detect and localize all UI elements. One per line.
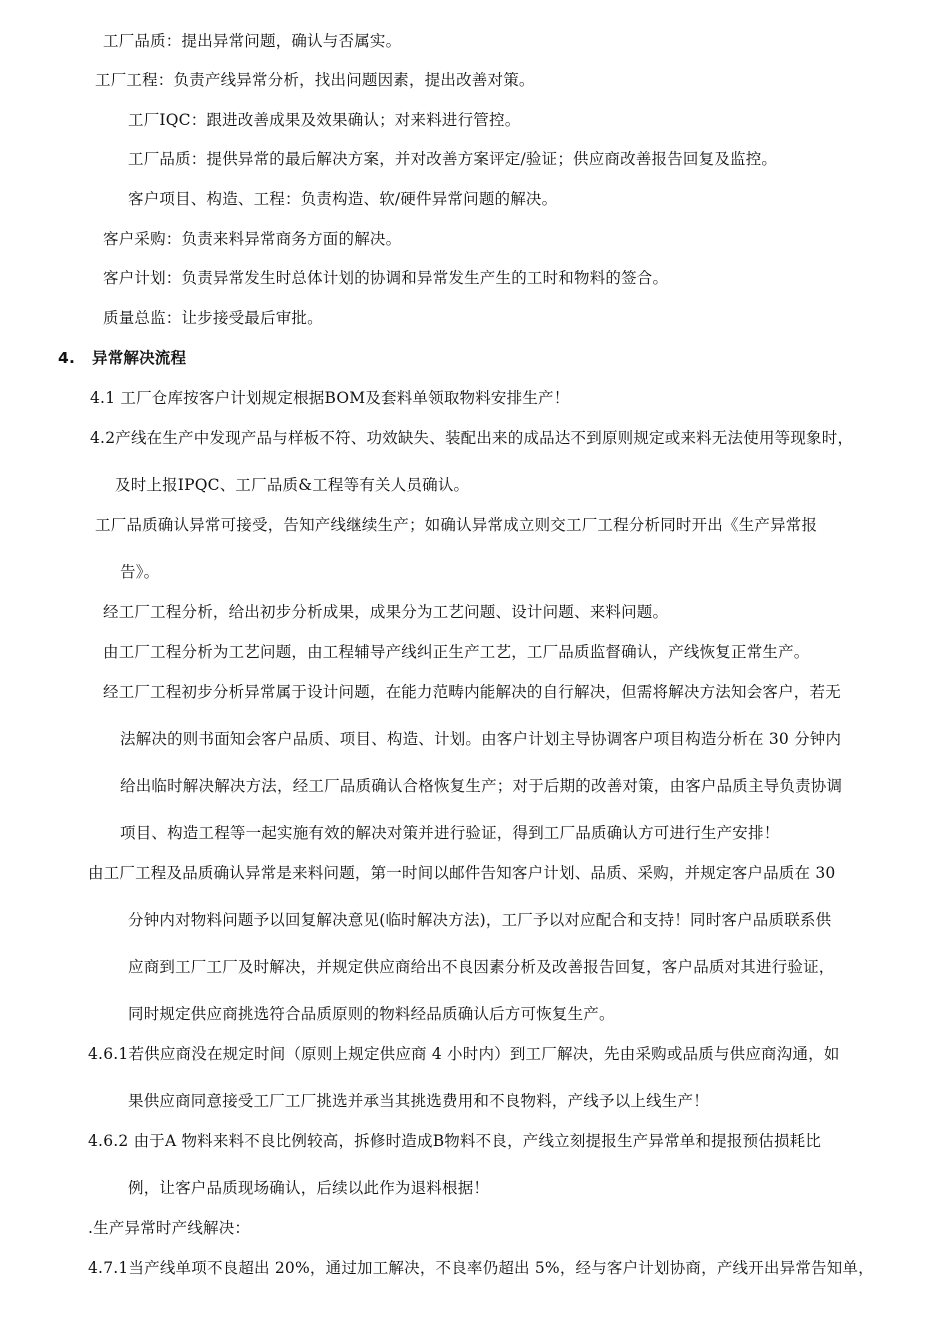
step-4-7-1: 4.7.1当产线单项不良超出 20%，通过加工解决，不良率仍超出 5%，经与客户计划协商，产线开出异常告知单， [88, 1259, 874, 1277]
role-quality-director: 质量总监：让步接受最后审批。 [103, 309, 323, 327]
step-4-6-1: 4.6.1若供应商没在规定时间（原则上规定供应商 4 小时内）到工厂解决，先由采购或品质与供应商沟通，如 [88, 1045, 840, 1063]
role-factory-iqc: 工厂IQC：跟进改善成果及效果确认；对来料进行管控。 [128, 111, 521, 129]
role-factory-quality-raise: 工厂品质：提出异常问题，确认与否属实。 [103, 32, 402, 50]
design-issue-cont-1: 法解决的则书面知会客户品质、项目、构造、计划。由客户计划主导协调客户项目构造分析在 30 分钟内 [120, 730, 842, 748]
step-4-6-1-cont: 果供应商同意接受工厂工厂挑选并承当其挑选费用和不良物料，产线予以上线生产！ [128, 1092, 709, 1110]
quality-confirm: 工厂品质确认异常可接受，告知产线继续生产；如确认异常成立则交工厂工程分析同时开出《生产异常报 [95, 516, 818, 534]
design-issue: 经工厂工程初步分析异常属于设计问题，在能力范畴内能解决的自行解决，但需将解决方法知会客户，若无 [103, 683, 841, 701]
material-issue-cont-2: 应商到工厂工厂及时解决，并规定供应商给出不良因素分析及改善报告回复，客户品质对其进行验证， [128, 958, 835, 976]
material-issue-cont-3: 同时规定供应商挑选符合品质原则的物料经品质确认后方可恢复生产。 [128, 1005, 615, 1023]
material-issue: 由工厂工程及品质确认异常是来料问题，第一时间以邮件告知客户计划、品质、采购，并规定客户品质在 30 [88, 864, 836, 882]
role-customer-project: 客户项目、构造、工程：负责构造、软/硬件异常问题的解决。 [128, 190, 558, 208]
role-customer-planning: 客户计划：负责异常发生时总体计划的协调和异常发生产生的工时和物料的签合。 [103, 269, 669, 287]
section-title: 异常解决流程 [92, 349, 187, 367]
step-4-2: 4.2产线在生产中发现产品与样板不符、功效缺失、装配出来的成品达不到原则规定或来料无法使用等现象时， [90, 429, 854, 447]
step-4-6-2: 4.6.2 由于A 物料来料不良比例较高，拆修时造成B物料不良，产线立刻提报生产异常单和提报预估损耗比 [88, 1132, 822, 1150]
material-issue-cont-1: 分钟内对物料问题予以回复解决意见(临时解决方法)，工厂予以对应配合和支持！同时客户品质联系供 [128, 911, 832, 929]
process-issue: 由工厂工程分析为工艺问题，由工程辅导产线纠正生产工艺，工厂品质监督确认，产线恢复正常生产。 [103, 643, 810, 661]
quality-confirm-cont: 告》。 [120, 563, 160, 581]
production-exception-heading: .生产异常时产线解决： [88, 1219, 251, 1237]
step-4-2-cont: 及时上报IPQC、工厂品质&工程等有关人员确认。 [115, 476, 470, 494]
step-4-6-2-cont: 例，让客户品质现场确认，后续以此作为退料根据！ [128, 1179, 490, 1197]
role-customer-purchasing: 客户采购：负责来料异常商务方面的解决。 [103, 230, 402, 248]
design-issue-cont-3: 项目、构造工程等一起实施有效的解决对策并进行验证，得到工厂品质确认方可进行生产安排！ [120, 824, 780, 842]
section-number: 4. [58, 349, 76, 367]
step-4-1: 4.1 工厂仓库按客户计划规定根据BOM及套料单领取物料安排生产！ [90, 389, 570, 407]
section-heading [58, 348, 186, 368]
role-factory-engineering: 工厂工程：负责产线异常分析，找出问题因素，提出改善对策。 [95, 71, 535, 89]
design-issue-cont-2: 给出临时解决解决方法，经工厂品质确认合格恢复生产；对于后期的改善对策，由客户品质主导负责协调 [120, 777, 843, 795]
role-factory-quality-solution: 工厂品质：提供异常的最后解决方案，并对改善方案评定/验证；供应商改善报告回复及监控。 [128, 150, 778, 168]
engineering-analysis: 经工厂工程分析，给出初步分析成果，成果分为工艺问题、设计问题、来料问题。 [103, 603, 669, 621]
